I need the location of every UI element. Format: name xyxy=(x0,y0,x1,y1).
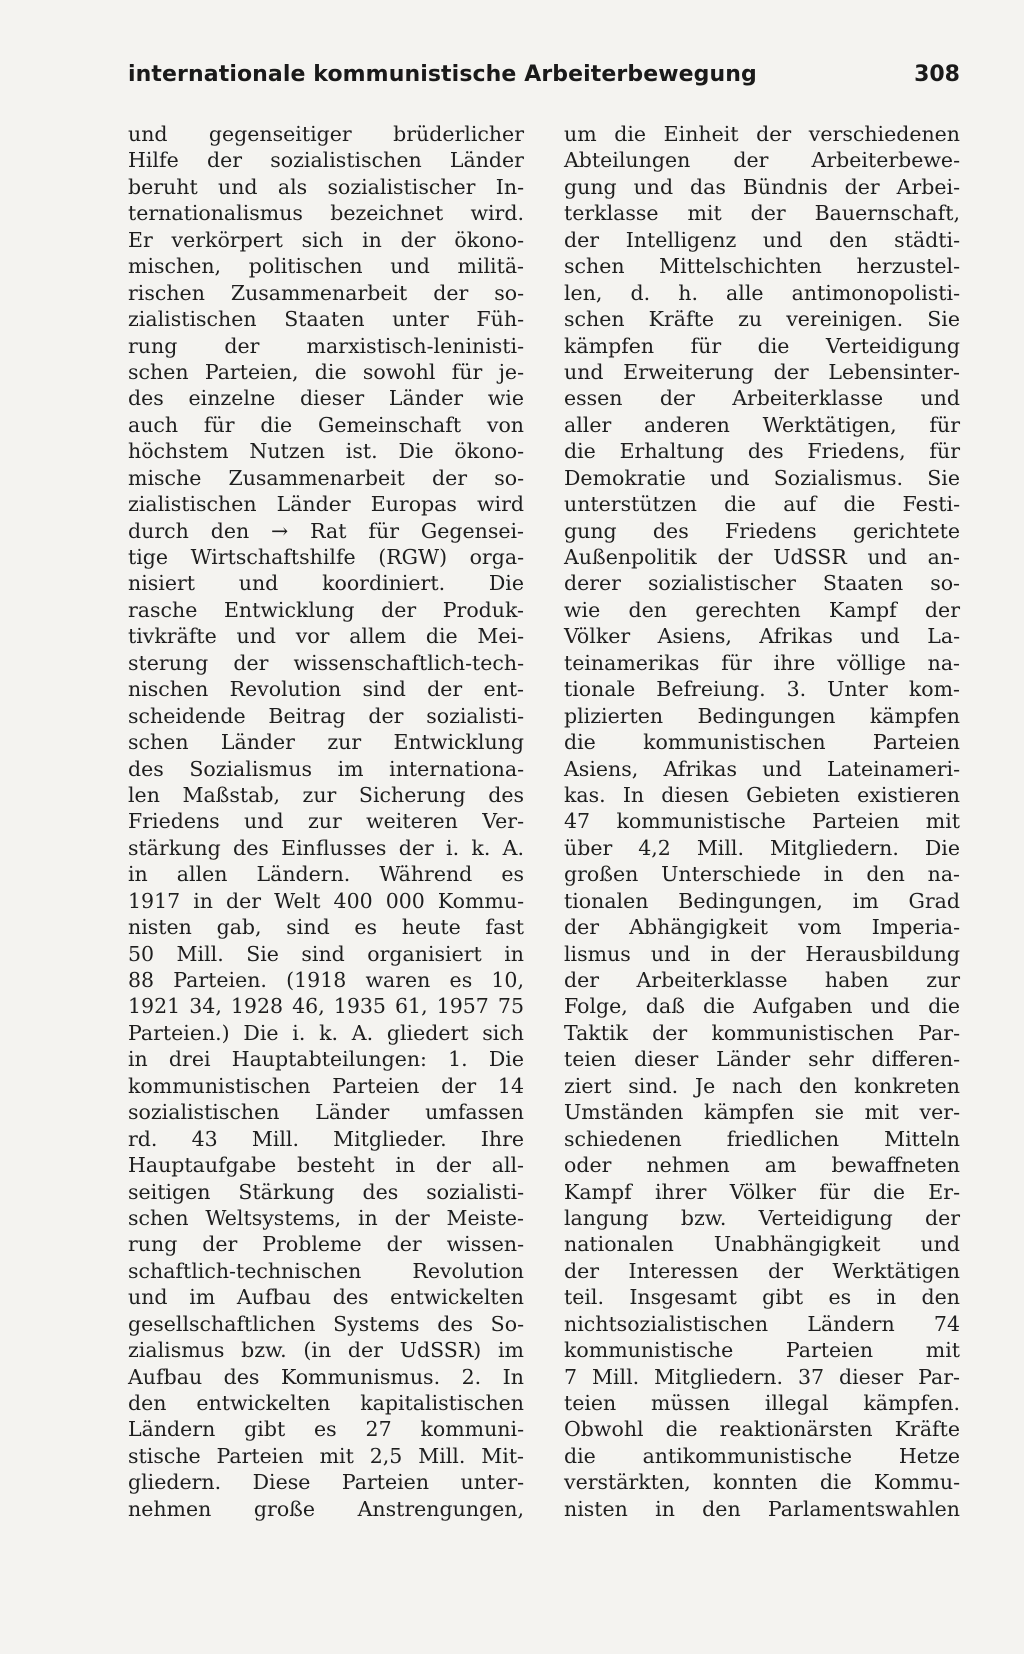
text-line: höchstem Nutzen ist. Die ökono- xyxy=(128,439,524,464)
text-line: schen Mittelschichten herzustel- xyxy=(564,254,960,279)
text-line: tivkräfte und vor allem die Mei- xyxy=(128,624,524,649)
text-line: Parteien.) Die i. k. A. gliedert sich xyxy=(128,1020,524,1045)
text-line: nehmen große Anstrengungen, xyxy=(128,1496,524,1521)
text-line: Friedens und zur weiteren Ver- xyxy=(128,809,524,834)
text-line: und Erweiterung der Lebensinter- xyxy=(564,359,960,384)
text-line: Folge, daß die Aufgaben und die xyxy=(564,994,960,1019)
text-line: kommunistische Parteien mit xyxy=(564,1338,960,1363)
text-line: und gegenseitiger brüderlicher xyxy=(128,122,524,146)
text-line: des einzelne dieser Länder wie xyxy=(128,386,524,411)
text-line: zialistischen Länder Europas wird xyxy=(128,492,524,517)
text-line: tionalen Bedingungen, im Grad xyxy=(564,888,960,913)
text-line: des Sozialismus im internationa- xyxy=(128,756,524,781)
text-line: wie den gerechten Kampf der xyxy=(564,597,960,622)
text-line: 1921 34, 1928 46, 1935 61, 1957 75 xyxy=(128,994,524,1019)
text-line: Hilfe der sozialistischen Länder xyxy=(128,148,524,173)
text-line: nischen Revolution sind der ent- xyxy=(128,677,524,702)
text-line: gung des Friedens gerichtete xyxy=(564,518,960,543)
text-line: in drei Hauptabteilungen: 1. Die xyxy=(128,1047,524,1072)
text-line: terklasse mit der Bauernschaft, xyxy=(564,201,960,226)
text-line: teinamerikas für ihre völlige na- xyxy=(564,650,960,675)
running-title: internationale kommunistische Arbeiterbewegung xyxy=(128,62,757,87)
text-line: rd. 43 Mill. Mitglieder. Ihre xyxy=(128,1126,524,1151)
text-line: Außenpolitik der UdSSR und an- xyxy=(564,545,960,569)
text-line: tige Wirtschaftshilfe (RGW) orga- xyxy=(128,545,524,569)
text-line: 50 Mill. Sie sind organisiert in xyxy=(128,941,524,966)
text-line: der Interessen der Werktätigen xyxy=(564,1258,960,1283)
text-line: stische Parteien mit 2,5 Mill. Mit- xyxy=(128,1443,524,1468)
text-line: stärkung des Einflusses der i. k. A. xyxy=(128,835,524,860)
text-line: kas. In diesen Gebieten existieren xyxy=(564,782,960,807)
text-line: len Maßstab, zur Sicherung des xyxy=(128,782,524,807)
text-line: der Intelligenz und den städti- xyxy=(564,227,960,252)
text-line: schiedenen friedlichen Mitteln xyxy=(564,1126,960,1151)
text-line: oder nehmen am bewaffneten xyxy=(564,1153,960,1178)
text-line: schen Kräfte zu vereinigen. Sie xyxy=(564,307,960,332)
text-line: nichtsozialistischen Ländern 74 xyxy=(564,1311,960,1336)
text-line: Abteilungen der Arbeiterbewe- xyxy=(564,148,960,173)
text-line: sterung der wissenschaftlich-tech- xyxy=(128,650,524,675)
text-line: rasche Entwicklung der Produk- xyxy=(128,597,524,622)
text-line: sozialistischen Länder umfassen xyxy=(128,1100,524,1125)
text-column-left xyxy=(128,121,524,1522)
text-column-right xyxy=(564,121,960,1522)
text-line: tionale Befreiung. 3. Unter kom- xyxy=(564,677,960,702)
text-line: und im Aufbau des entwickelten xyxy=(128,1285,524,1310)
text-line: beruht und als sozialistischer In- xyxy=(128,174,524,199)
text-line: nationalen Unabhängigkeit und xyxy=(564,1232,960,1257)
text-line: großen Unterschiede in den na- xyxy=(564,862,960,887)
text-line: seitigen Stärkung des sozialisti- xyxy=(128,1179,524,1204)
text-line: kämpfen für die Verteidigung xyxy=(564,333,960,358)
text-line: rischen Zusammenarbeit der so- xyxy=(128,280,524,305)
text-line: unterstützen die auf die Festi- xyxy=(564,492,960,517)
text-line: rung der marxistisch-leninisti- xyxy=(128,333,524,358)
text-line: auch für die Gemeinschaft von xyxy=(128,412,524,437)
text-line: lismus und in der Herausbildung xyxy=(564,941,960,966)
text-line: Demokratie und Sozialismus. Sie xyxy=(564,465,960,490)
text-line: nisten in den Parlamentswahlen xyxy=(564,1496,960,1521)
text-line: Kampf ihrer Völker für die Er- xyxy=(564,1179,960,1204)
text-line: rung der Probleme der wissen- xyxy=(128,1232,524,1257)
text-line: Hauptaufgabe besteht in der all- xyxy=(128,1153,524,1178)
text-line: der Abhängigkeit vom Imperia- xyxy=(564,915,960,940)
text-line: 1917 in der Welt 400 000 Kommu- xyxy=(128,888,524,913)
text-line: Er verkörpert sich in der ökono- xyxy=(128,227,524,252)
text-line: Obwohl die reaktionärsten Kräfte xyxy=(564,1417,960,1442)
text-line: teil. Insgesamt gibt es in den xyxy=(564,1285,960,1310)
text-line: Ländern gibt es 27 kommuni- xyxy=(128,1417,524,1442)
text-line: plizierten Bedingungen kämpfen xyxy=(564,703,960,728)
text-line: mische Zusammenarbeit der so- xyxy=(128,465,524,490)
text-line: Völker Asiens, Afrikas und La- xyxy=(564,624,960,649)
text-line: die kommunistischen Parteien xyxy=(564,730,960,755)
text-line: ternationalismus bezeichnet wird. xyxy=(128,201,524,226)
text-line: die Erhaltung des Friedens, für xyxy=(564,439,960,464)
text-line: kommunistischen Parteien der 14 xyxy=(128,1073,524,1098)
text-line: nisten gab, sind es heute fast xyxy=(128,915,524,940)
text-line: Taktik der kommunistischen Par- xyxy=(564,1020,960,1045)
text-line: schen Parteien, die sowohl für je- xyxy=(128,359,524,384)
text-line: teien müssen illegal kämpfen. xyxy=(564,1391,960,1415)
text-line: nisiert und koordiniert. Die xyxy=(128,571,524,596)
text-line: aller anderen Werktätigen, für xyxy=(564,412,960,437)
text-line: Aufbau des Kommunismus. 2. In xyxy=(128,1364,524,1389)
text-line: die antikommunistische Hetze xyxy=(564,1443,960,1468)
text-line: Umständen kämpfen sie mit ver- xyxy=(564,1100,960,1125)
text-line: scheidende Beitrag der sozialisti- xyxy=(128,703,524,728)
text-line: teien dieser Länder sehr differen- xyxy=(564,1047,960,1072)
text-line: ziert sind. Je nach den konkreten xyxy=(564,1073,960,1098)
text-line: schen Weltsystems, in der Meiste- xyxy=(128,1205,524,1230)
text-line: derer sozialistischer Staaten so- xyxy=(564,571,960,596)
text-line: zialistischen Staaten unter Füh- xyxy=(128,307,524,332)
text-line: zialismus bzw. (in der UdSSR) im xyxy=(128,1338,524,1363)
text-line: den entwickelten kapitalistischen xyxy=(128,1391,524,1415)
text-line: über 4,2 Mill. Mitgliedern. Die xyxy=(564,835,960,860)
running-header xyxy=(128,62,960,102)
text-line: 88 Parteien. (1918 waren es 10, xyxy=(128,968,524,992)
text-line: Asiens, Afrikas und Lateinameri- xyxy=(564,756,960,781)
text-line: essen der Arbeiterklasse und xyxy=(564,386,960,411)
text-line: durch den → Rat für Gegensei- xyxy=(128,518,524,543)
text-line: schen Länder zur Entwicklung xyxy=(128,730,524,755)
text-line: mischen, politischen und militä- xyxy=(128,254,524,279)
page-number: 308 xyxy=(914,62,960,87)
text-line: schaftlich-technischen Revolution xyxy=(128,1258,524,1283)
text-line: der Arbeiterklasse haben zur xyxy=(564,968,960,992)
text-line: len, d. h. alle antimonopolisti- xyxy=(564,280,960,305)
text-line: 7 Mill. Mitgliedern. 37 dieser Par- xyxy=(564,1364,960,1389)
text-line: gliedern. Diese Parteien unter- xyxy=(128,1470,524,1495)
text-line: in allen Ländern. Während es xyxy=(128,862,524,887)
text-line: um die Einheit der verschiedenen xyxy=(564,122,960,146)
text-line: 47 kommunistische Parteien mit xyxy=(564,809,960,834)
text-line: langung bzw. Verteidigung der xyxy=(564,1205,960,1230)
text-line: verstärkten, konnten die Kommu- xyxy=(564,1470,960,1495)
text-line: gesellschaftlichen Systems des So- xyxy=(128,1311,524,1336)
text-line: gung und das Bündnis der Arbei- xyxy=(564,174,960,199)
